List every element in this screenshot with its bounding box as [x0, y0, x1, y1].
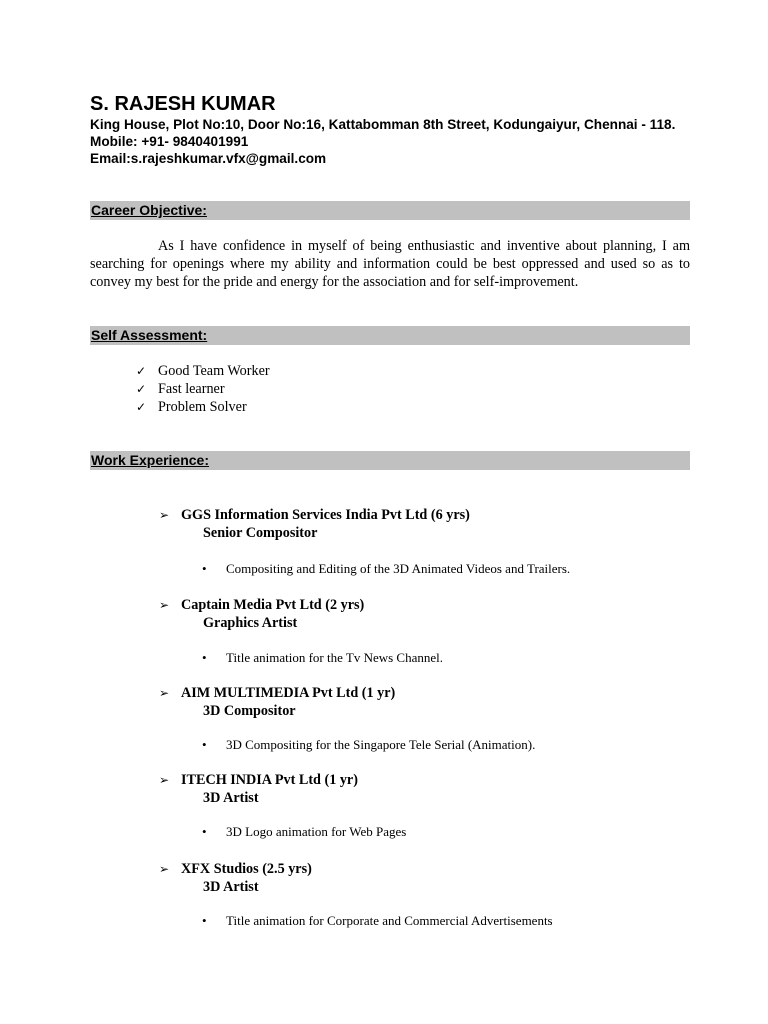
check-icon: ✓ — [136, 400, 147, 414]
dot-bullet-icon: • — [202, 561, 207, 576]
job-role: 3D Artist — [203, 879, 259, 895]
arrow-bullet-icon: ➢ — [159, 598, 170, 612]
list-item-label: Problem Solver — [158, 399, 247, 415]
email-line: Email:s.rajeshkumar.vfx@gmail.com — [90, 151, 327, 166]
arrow-bullet-icon: ➢ — [159, 862, 170, 876]
job-company: GGS Information Services India Pvt Ltd (6 yrs) — [181, 507, 470, 523]
job-role: 3D Compositor — [203, 703, 296, 719]
job-duty — [202, 913, 553, 929]
job-duty-text: 3D Logo animation for Web Pages — [226, 824, 407, 839]
address-line: King House, Plot No:10, Door No:16, Kattabomman 8th Street, Kodungaiyur, Chennai - 118. — [90, 117, 676, 132]
career-objective-title: Career Objective: — [91, 202, 207, 218]
self-assessment-title: Self Assessment: — [91, 327, 208, 343]
contact-block — [90, 116, 675, 167]
list-item — [136, 362, 270, 380]
job-company: ITECH INDIA Pvt Ltd (1 yr) — [181, 772, 358, 788]
self-assessment-list — [136, 362, 270, 416]
job-entry — [159, 860, 312, 896]
check-icon: ✓ — [136, 382, 147, 396]
list-item — [136, 398, 270, 416]
job-duty — [202, 561, 570, 577]
job-duty — [202, 824, 406, 840]
candidate-name: S. RAJESH KUMAR — [90, 93, 276, 115]
arrow-bullet-icon: ➢ — [159, 508, 170, 522]
mobile-line: Mobile: +91- 9840401991 — [90, 134, 249, 149]
career-objective-header — [90, 201, 690, 220]
job-entry — [159, 771, 358, 807]
list-item-label: Fast learner — [158, 381, 225, 397]
list-item — [136, 380, 270, 398]
job-entry — [159, 506, 470, 542]
job-duty-text: Compositing and Editing of the 3D Animated Videos and Trailers. — [226, 561, 571, 576]
dot-bullet-icon: • — [202, 913, 207, 928]
job-company: XFX Studios (2.5 yrs) — [181, 861, 312, 877]
job-entry — [159, 596, 364, 632]
work-experience-header — [90, 451, 690, 470]
job-duty-text: 3D Compositing for the Singapore Tele Serial (Animation). — [226, 737, 536, 752]
job-duty-text: Title animation for the Tv News Channel. — [226, 650, 444, 665]
job-duty — [202, 737, 535, 753]
check-icon: ✓ — [136, 364, 147, 378]
job-company: Captain Media Pvt Ltd (2 yrs) — [181, 597, 365, 613]
job-role: Graphics Artist — [203, 615, 298, 631]
list-item-label: Good Team Worker — [158, 363, 270, 379]
job-role: Senior Compositor — [203, 525, 318, 541]
work-experience-title: Work Experience: — [91, 452, 210, 468]
self-assessment-header — [90, 326, 690, 345]
arrow-bullet-icon: ➢ — [159, 686, 170, 700]
career-objective-text: As I have confidence in myself of being enthusiastic and inventive about planning, I am searching for openings where my ability and information could be best oppressed and used so as to convey my best for the pride and energy for the association and for self-improvement. — [90, 238, 690, 291]
job-duty-text: Title animation for Corporate and Commercial Advertisements — [226, 913, 553, 928]
job-duty — [202, 650, 443, 666]
job-role: 3D Artist — [203, 790, 259, 806]
dot-bullet-icon: • — [202, 650, 207, 665]
dot-bullet-icon: • — [202, 737, 207, 752]
dot-bullet-icon: • — [202, 824, 207, 839]
job-company: AIM MULTIMEDIA Pvt Ltd (1 yr) — [181, 685, 396, 701]
arrow-bullet-icon: ➢ — [159, 773, 170, 787]
job-entry — [159, 684, 395, 720]
